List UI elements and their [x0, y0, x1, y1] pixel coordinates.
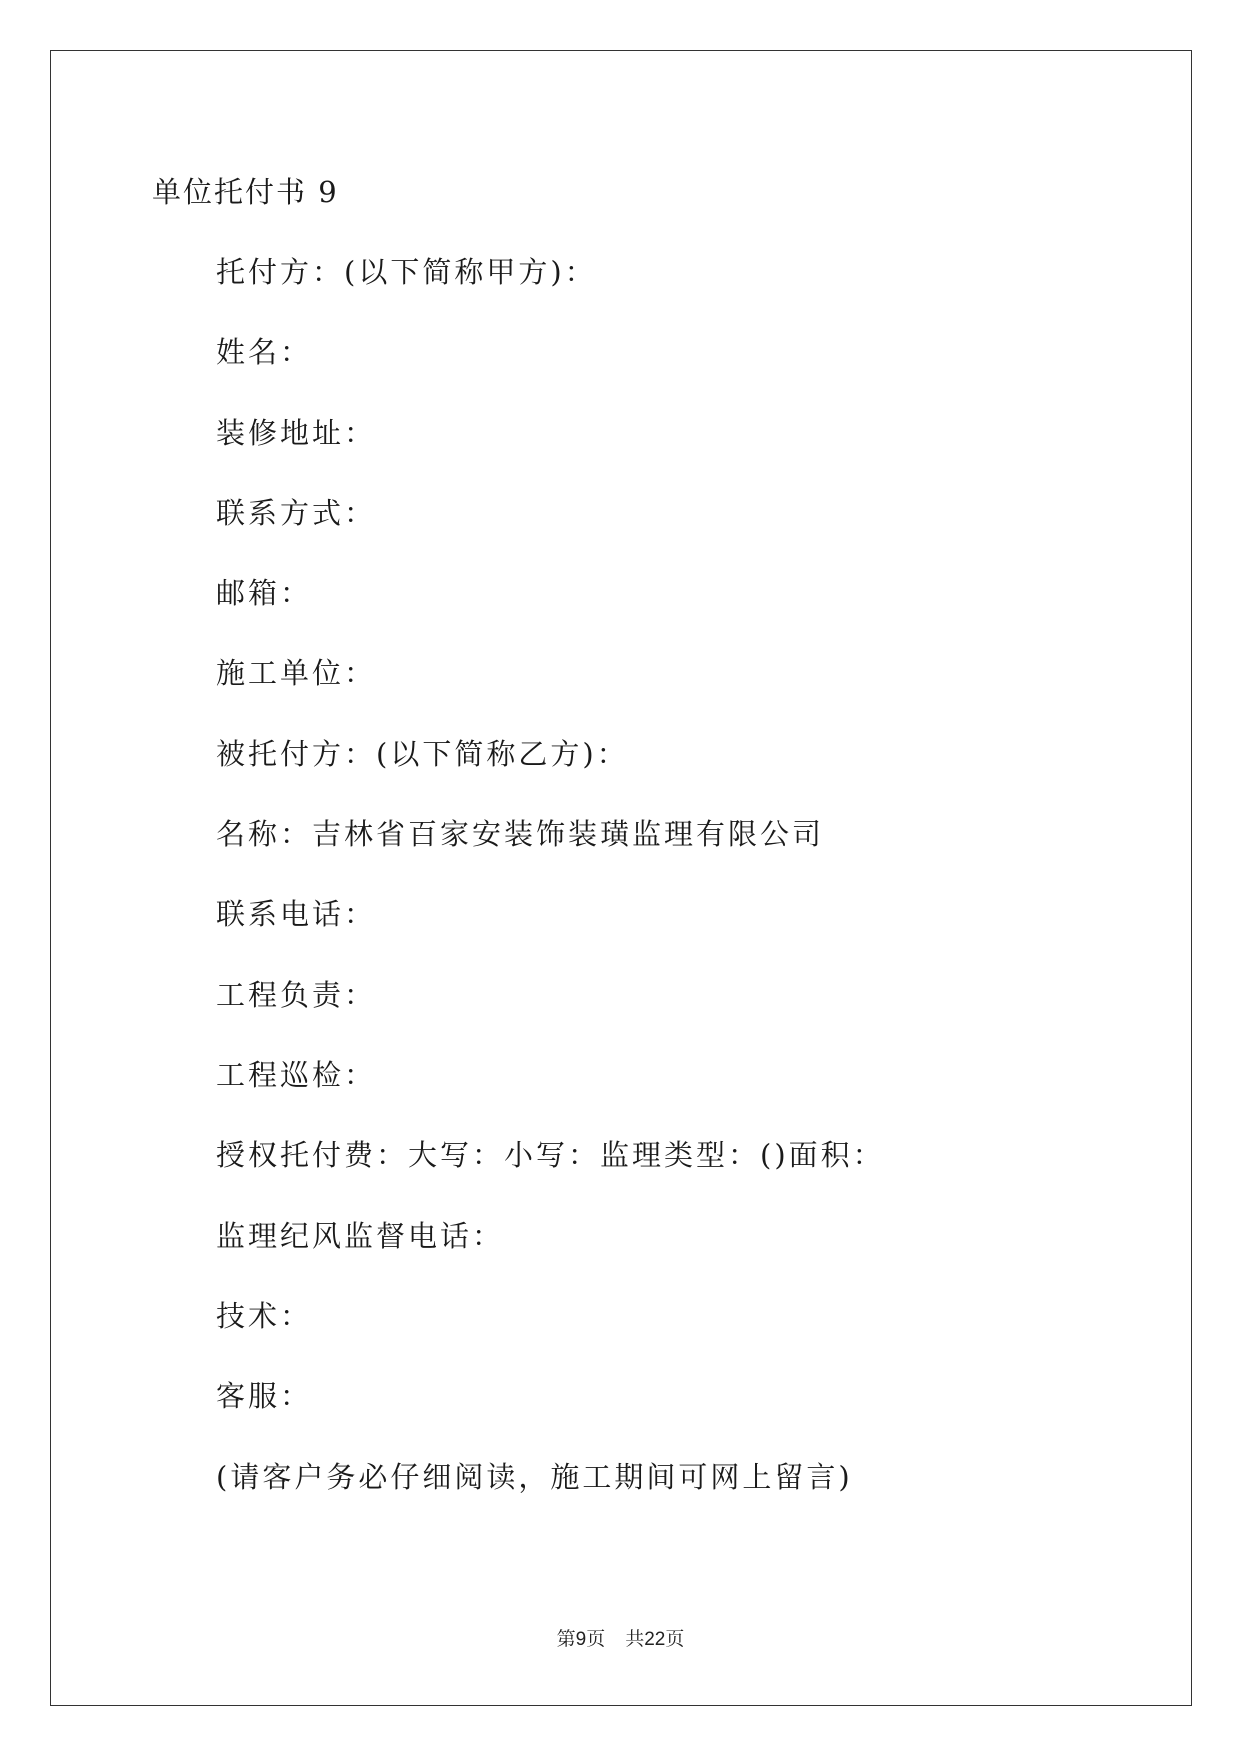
page-prefix: 第 — [556, 1628, 576, 1650]
line-company-name: 名称：吉林省百家安装饰装璜监理有限公司 — [216, 817, 825, 851]
line-renovation-address: 装修地址： — [216, 416, 377, 450]
line-authorization-fee: 授权托付费：大写：小写：监理类型：()面积： — [216, 1138, 885, 1172]
line-construction-unit: 施工单位： — [216, 656, 377, 690]
total-suffix: 页 — [665, 1628, 685, 1650]
line-notice: (请客户务必仔细阅读，施工期间可网上留言) — [216, 1460, 853, 1494]
page-footer — [0, 1626, 1241, 1653]
document-title: 单位托付书 9 — [152, 175, 339, 209]
page-number: 9 — [575, 1629, 587, 1650]
line-project-inspection: 工程巡检： — [216, 1058, 377, 1092]
line-contact-phone: 联系电话： — [216, 897, 377, 931]
page-suffix: 页 — [586, 1628, 606, 1650]
line-entrusted-party: 被托付方：(以下简称乙方)： — [216, 737, 629, 771]
line-email: 邮箱： — [216, 576, 313, 610]
line-project-manager: 工程负责： — [216, 978, 377, 1012]
total-pages: 22 — [644, 1629, 666, 1650]
line-technical: 技术： — [216, 1299, 313, 1333]
total-prefix: 共 — [625, 1628, 645, 1650]
line-supervision-phone: 监理纪风监督电话： — [216, 1219, 505, 1253]
line-contact-method: 联系方式： — [216, 496, 377, 530]
line-customer-service: 客服： — [216, 1379, 313, 1413]
line-name: 姓名： — [216, 335, 313, 369]
line-entrusting-party: 托付方：(以下简称甲方)： — [216, 255, 597, 289]
